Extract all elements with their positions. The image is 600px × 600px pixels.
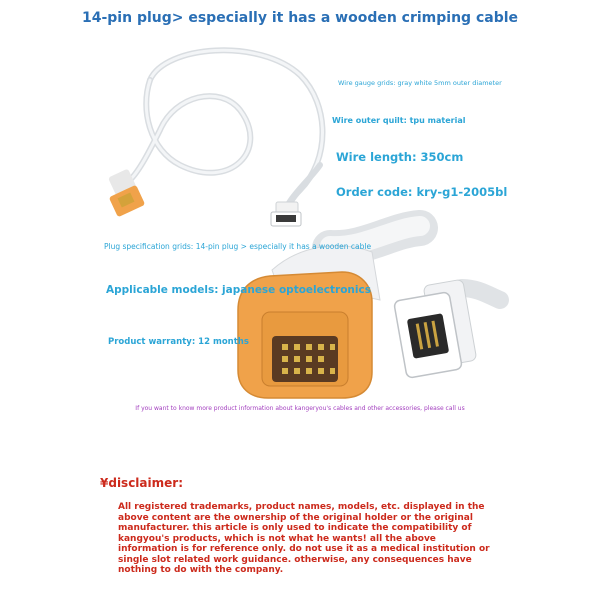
disclaimer-body: All registered trademarks, product names, models, etc. displayed in the above content are the ownership of the original holder or the original manufacturer. this article is only used to indicate the compatibility of kangyou's products, which is not what he wants! all the above information is for reference only. do not use it as a medical institution or single slot related work guidance. otherwise, any consequences have nothing to do with the company. (118, 502, 490, 575)
wire-gauge-label: Wire gauge grids: gray white 5mm outer diameter (338, 79, 502, 87)
contact-note: If you want to know more product information about kangeryou's cables and other accessories, please call us (135, 405, 465, 412)
white-connector (394, 279, 500, 378)
applicable-models-label: Applicable models: japanese optoelectronics (106, 284, 371, 296)
warranty-label: Product warranty: 12 months (108, 337, 249, 347)
connector-closeup-image (238, 226, 500, 398)
plug-spec-label: Plug specification grids: 14-pin plug > especially it has a wooden cable (104, 242, 372, 251)
order-code-label: Order code: kry-g1-2005bl (336, 185, 508, 199)
small-orange-plug (108, 168, 145, 217)
page-title: 14-pin plug> especially it has a wooden crimping cable (81, 10, 519, 26)
cable-coil-image (108, 50, 323, 226)
wire-length-label: Wire length: 350cm (336, 150, 464, 164)
small-white-plug (271, 202, 301, 226)
disclaimer-title: ¥disclaimer: (100, 476, 183, 490)
outer-quilt-label: Wire outer quilt: tpu material (332, 116, 466, 125)
